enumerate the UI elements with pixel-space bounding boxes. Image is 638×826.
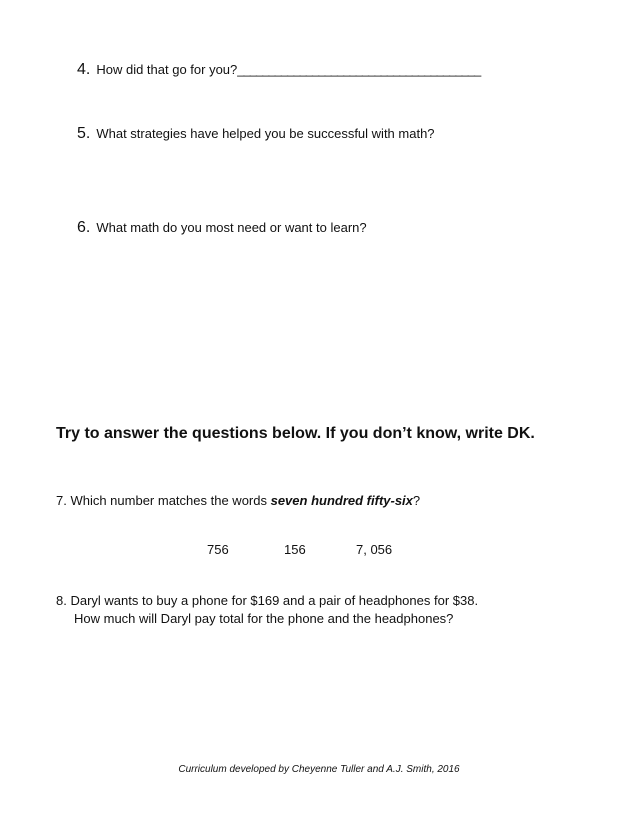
question-5 [77, 126, 435, 142]
question-7-suffix: ? [412, 493, 421, 508]
footer-credit: Curriculum developed by Cheyenne Tuller and A.J. Smith, 2016 [178, 764, 460, 775]
section-heading: Try to answer the questions below. If you don’t know, write DK. [56, 425, 535, 442]
question-4 [77, 62, 480, 78]
question-6-number: 6. [77, 219, 91, 236]
choice-a: 756 [207, 542, 229, 557]
question-7-emphasis: seven hundred fifty-six [270, 493, 413, 508]
question-6 [77, 220, 367, 236]
question-5-number: 5. [77, 125, 91, 142]
question-6-text: What math do you most need or want to learn? [96, 220, 367, 235]
question-7 [56, 493, 420, 509]
question-4-answer-blank: _______________________________________ [237, 62, 481, 77]
question-8-line-2: How much will Daryl pay total for the phone and the headphones? [74, 611, 454, 626]
choice-c: 7, 056 [356, 542, 393, 557]
question-8-line-1: 8. Daryl wants to buy a phone for $169 and a pair of headphones for $38. [56, 593, 479, 608]
question-5-text: What strategies have helped you be successful with math? [96, 126, 435, 141]
question-4-text: How did that go for you? [96, 62, 238, 77]
choice-b: 156 [284, 542, 306, 557]
question-4-number: 4. [77, 61, 91, 78]
question-7-prefix: 7. Which number matches the words [56, 493, 271, 508]
